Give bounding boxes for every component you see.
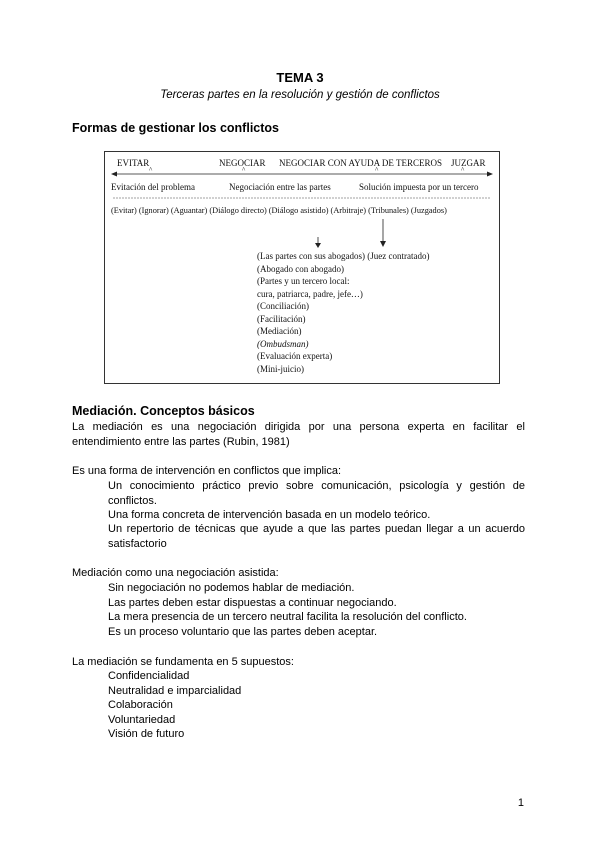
figure-list xyxy=(257,250,429,375)
figure-list-item: (Abogado con abogado) xyxy=(257,263,344,274)
supuestos-item: Visión de futuro xyxy=(108,728,185,741)
figure-list-item: (Las partes con sus abogados) (Juez contratado) xyxy=(257,251,430,261)
page-subtitle: Terceras partes en la resolución y gestión de conflictos xyxy=(160,89,440,101)
label-juzgar: JUZGAR xyxy=(451,158,486,168)
conflict-management-figure xyxy=(104,151,500,384)
implica-lead: Es una forma de intervención en conflictos que implica: xyxy=(72,465,342,477)
asistida-lead: Mediación como una negociación asistida: xyxy=(72,567,279,579)
figure-list-item: (Partes y un tercero local: xyxy=(257,276,350,286)
caret-evitar: ^ xyxy=(149,166,153,174)
figure-list-item: (Evaluación experta) xyxy=(257,351,333,361)
page-title: TEMA 3 xyxy=(276,70,324,85)
label-evitar: EVITAR xyxy=(117,158,150,168)
asistida-item: La mera presencia de un tercero neutral facilita la resolución del conflicto. xyxy=(108,611,467,624)
supuestos-item: Voluntariedad xyxy=(108,713,176,726)
supuestos-list xyxy=(108,669,241,742)
asistida-item: Sin negociación no podemos hablar de mediación. xyxy=(108,582,355,594)
section-heading-mediacion: Mediación. Conceptos básicos xyxy=(72,404,255,418)
right-arrowhead xyxy=(487,172,493,177)
left-arrowhead xyxy=(111,172,117,177)
label-negociar: NEGOCIAR xyxy=(219,158,266,168)
label-solucion: Solución impuesta por un tercero xyxy=(359,182,479,192)
section-heading-formas: Formas de gestionar los conflictos xyxy=(72,121,279,135)
supuestos-lead: La mediación se fundamenta en 5 supuestos: xyxy=(72,656,294,668)
implica-item: Un conocimiento práctico previo sobre comunicación, psicología y gestión de conflictos. xyxy=(108,480,525,507)
caret-ayuda: ^ xyxy=(375,166,379,174)
figure-list-item: (Facilitación) xyxy=(257,313,306,324)
label-bottom-row: (Evitar) (Ignorar) (Aguantar) (Diálogo directo) (Diálogo asistido) (Arbitraje) (Tribunales) (Juzgados) xyxy=(111,206,447,215)
supuestos-item: Colaboración xyxy=(108,699,173,712)
figure-list-item: cura, patriarca, padre, jefe…) xyxy=(257,288,363,299)
figure-list-item: (Conciliación) xyxy=(257,301,309,311)
intro-paragraph: La mediación es una negociación dirigida por una persona experta en facilitar el entendimiento entre las partes (Rubin, 1981) xyxy=(72,421,525,448)
supuestos-item: Neutralidad e imparcialidad xyxy=(108,684,242,697)
figure-list-item: (Mini-juicio) xyxy=(257,363,304,374)
figure-list-item: (Mediación) xyxy=(257,326,302,336)
arrow-left-head xyxy=(315,243,321,248)
implica-item: Un repertorio de técnicas que ayude a que las partes puedan llegar a un acuerdo satisfactorio xyxy=(108,523,525,550)
asistida-list xyxy=(108,581,467,639)
arrow-right-head xyxy=(380,241,386,247)
label-negociar-ayuda: NEGOCIAR CON AYUDA DE TERCEROS xyxy=(279,158,443,168)
figure-list-item: (Ombudsman) xyxy=(257,338,309,349)
implica-item: Una forma concreta de intervención basada en un modelo teórico. xyxy=(108,509,431,521)
supuestos-item: Confidencialidad xyxy=(108,670,190,682)
label-negociacion: Negociación entre las partes xyxy=(229,182,331,192)
caret-negociar: ^ xyxy=(242,166,246,174)
label-evitacion: Evitación del problema xyxy=(111,182,195,192)
asistida-item: Es un proceso voluntario que las partes deben aceptar. xyxy=(108,625,378,638)
caret-juzgar: ^ xyxy=(461,166,465,174)
page-number: 1 xyxy=(517,797,524,809)
asistida-item: Las partes deben estar dispuestas a continuar negociando. xyxy=(108,596,397,609)
